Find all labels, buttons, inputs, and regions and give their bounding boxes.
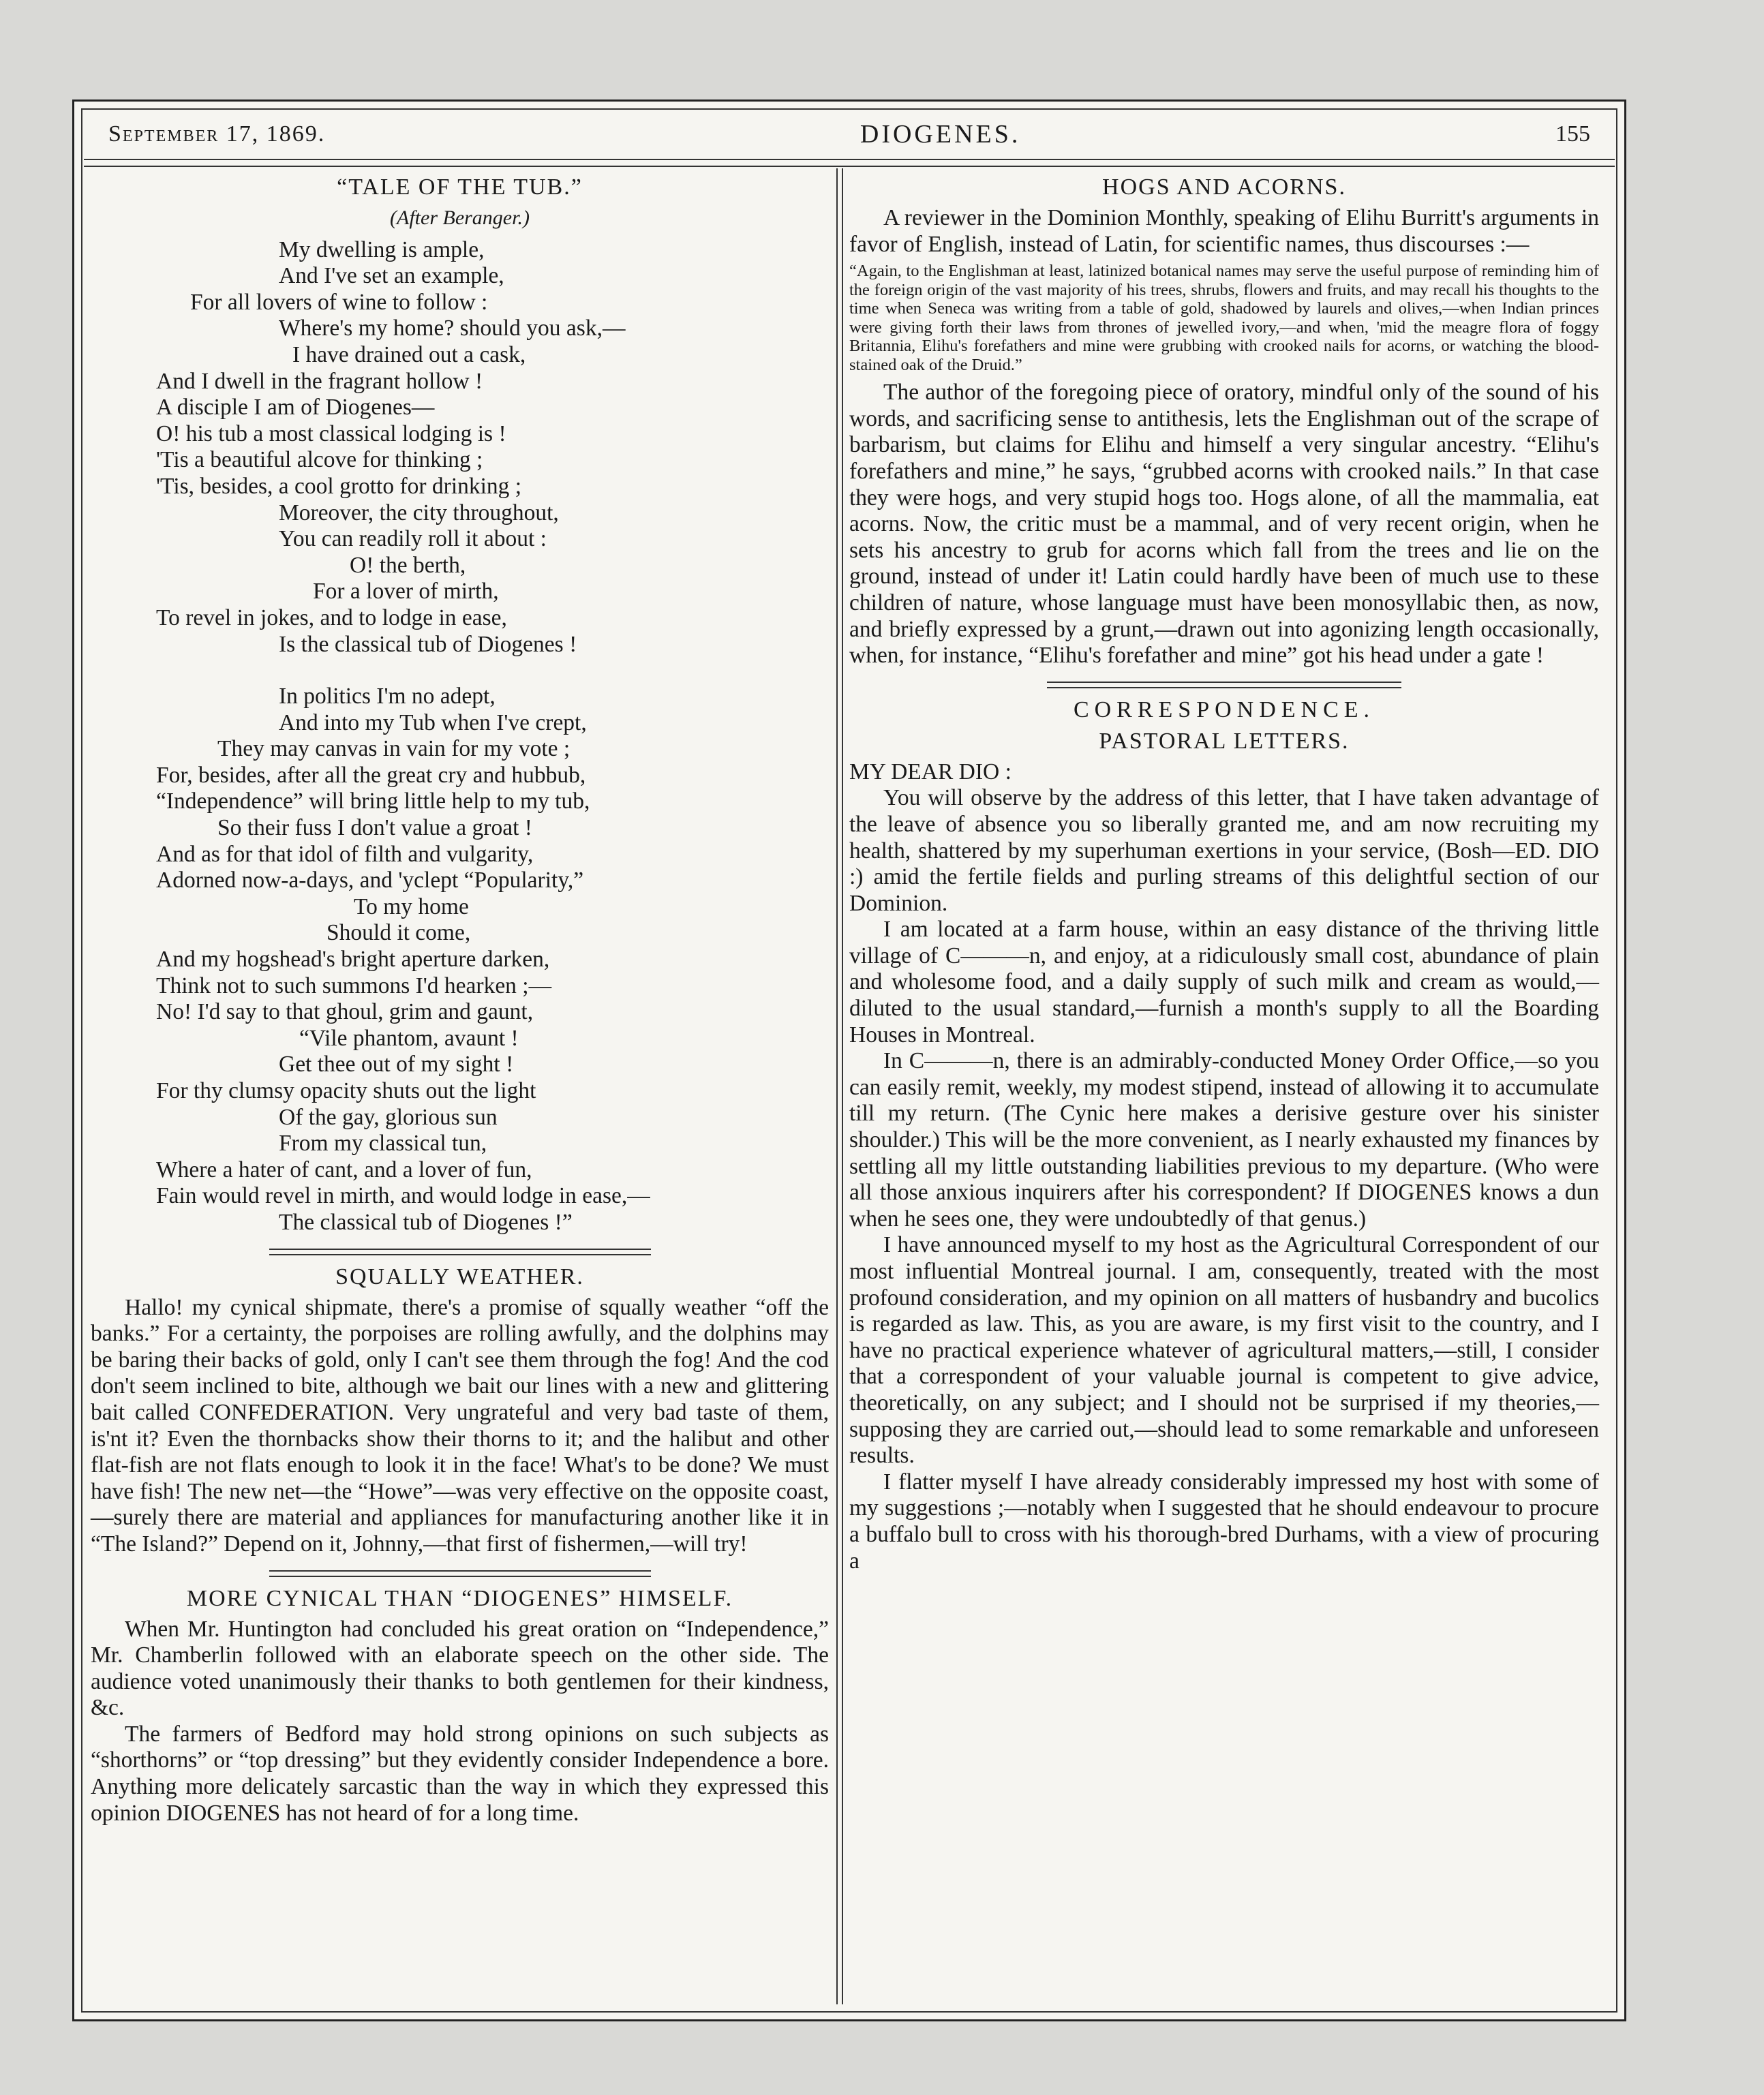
pastoral-title: PASTORAL LETTERS. (1099, 728, 1350, 754)
page-header (84, 114, 1615, 155)
poem-line: And I dwell in the fragrant hollow ! (156, 368, 483, 394)
poem-line: 'Tis, besides, a cool grotto for drinking ; (156, 473, 522, 499)
poem-line: Should it come, (326, 920, 471, 946)
poem-line: Of the gay, glorious sun (279, 1104, 498, 1130)
poem-line: And into my Tub when I've crept, (279, 709, 587, 735)
poem-line: They may canvas in vain for my vote ; (217, 736, 571, 762)
poem-line: Is the classical tub of Diogenes ! (279, 631, 577, 657)
poem-line: “Vile phantom, avaunt ! (299, 1025, 519, 1051)
letter-paragraph: I have announced myself to my host as the Agricultural Correspondent of our most influential Montreal journal. I am, consequently, treated with the most profound consideration, and my opinion on all matters of husbandry and bucolics is regarded as law. This, as you are aware, is my first visit to the country, and I have no practical experience whatever of agricultural matters,—still, I consider that a correspondent of your valuable journal is competent to give advice, theoretically, on any subject; and I should not be surprised if my theories,—supposing they are carried out,—should lead to some remarkable and unforeseen results. (849, 1232, 1599, 1469)
poem-body (91, 237, 829, 1236)
poem-line: For thy clumsy opacity shuts out the light (156, 1078, 536, 1103)
section-rule (269, 1570, 651, 1577)
poem-line: O! the berth, (350, 552, 466, 578)
poem-line: From my classical tun, (279, 1131, 487, 1157)
poem-line: And my hogshead's bright aperture darken, (156, 947, 550, 973)
hogs-quotation: “Again, to the Englishman at least, latinized botanical names may serve the useful purpose of reminding him of the foreign origin of the vast majority of his trees, shrubs, flowers and fruits, and may recall his thoughts to the time when Seneca was writing from a table of gold, shadowed by laurels and olives,—when Indian princes were giving forth their laws from thrones of jewelled ivory,—and when, 'mid the meagre flora of foggy Britannia, Elihu's forefathers and mine were grubbing with crooked nails for acorns, or watching the blood-stained oak of the Druid.” (849, 262, 1599, 374)
poem-line: Fain would revel in mirth, and would lodge in ease,— (156, 1183, 650, 1209)
poem-line: For a lover of mirth, (313, 579, 499, 605)
poem-line: Moreover, the city throughout, (279, 500, 559, 525)
poem-line: And as for that idol of filth and vulgarity, (156, 841, 534, 867)
poem-line: For, besides, after all the great cry and hubbub, (156, 762, 586, 788)
poem-line: For all lovers of wine to follow : (190, 289, 488, 315)
poem-line: Where's my home? should you ask,— (279, 316, 626, 341)
poem-line: Get thee out of my sight ! (279, 1052, 514, 1077)
newspaper-page (72, 100, 1626, 2021)
poem-line: And I've set an example, (279, 263, 504, 289)
page-number: 155 (1555, 121, 1590, 147)
header-date: September 17, 1869. (108, 121, 326, 147)
cynical-paragraph: When Mr. Huntington had concluded his great oration on “Independence,” Mr. Chamberlin followed with an elaborate speech on the other side. The audience voted unanimously their thanks to both gentlemen for their kindness, &c. (91, 1616, 829, 1721)
poem-line: To revel in jokes, and to lodge in ease, (156, 605, 507, 630)
letter-paragraph: You will observe by the address of this letter, that I have taken advantage of the leave of absence you so liberally granted me, and am now recruiting my health, shattered by my superhuman exertions in your service, (Bosh—ED. DIO :) amid the fertile fields and purling streams of this delightful section of our Dominion. (849, 785, 1599, 916)
hogs-intro: A reviewer in the Dominion Monthly, speaking of Elihu Burritt's arguments in favor of English, instead of Latin, for scientific names, thus discourses :— (849, 205, 1599, 257)
poem-line: To my home (354, 893, 469, 919)
poem-line: Think not to such summons I'd hearken ;— (156, 973, 552, 998)
poem-title: “TALE OF THE TUB.” (337, 174, 583, 200)
correspondence-heading: CORRESPONDENCE. (1073, 697, 1375, 722)
poem-line: No! I'd say to that ghoul, grim and gaunt, (156, 999, 534, 1025)
poem-line: Adorned now-a-days, and 'yclept “Popularity,” (156, 868, 584, 893)
poem-line: So their fuss I don't value a groat ! (217, 815, 532, 841)
hogs-body: The author of the foregoing piece of oratory, mindful only of the sound of his words, and sacrificing sense to antithesis, lets the Englishman out of the scrape of barbarism, but claims for Elihu and himself a very singular ancestry. “Elihu's forefathers and mine,” he says, “grubbed acorns with crooked nails.” In that case they were hogs, and very stupid hogs too. Hogs alone, of all the mammalia, eat acorns. Now, the critic must be a mammal, and of very recent origin, when he sets his ancestry to grub for acorns which fall from the trees and lie on the ground, instead of under it! Latin could hardly have been of much use to these children of nature, whose language must have been monosyllabic then, as now, and briefly expressed by a grunt,—drawn out into agonizing length occasionally, when, for instance, “Elihu's forefather and mine” got his head under a gate ! (849, 380, 1599, 669)
poem-line: I have drained out a cask, (292, 341, 526, 367)
right-column (849, 170, 1599, 1999)
poem-line: You can readily roll it about : (279, 526, 547, 552)
squally-text: Hallo! my cynical shipmate, there's a promise of squally weather “off the banks.” For a certainty, the porpoises are rolling awfully, and the dolphins may be baring their backs of gold, only I can't see them through the fog! And the cod don't seem inclined to bite, although we bait our lines with a new and glittering bait called CONFEDERATION. Very ungrateful and very bad taste of them, is'nt it? Even the thornbacks show their thorns to it; and the halibut and other flat-fish are not flats enough to look it in the face! What's to be done? We must have fish! The new net—the “Howe”—was very effective on the opposite coast,—surely there are material and appliances for manufacturing another like it in “The Island?” Depend on it, Johnny,—that first of fishermen,—will try! (91, 1294, 829, 1557)
poem-line: The classical tub of Diogenes !” (279, 1209, 573, 1235)
poem-line: A disciple I am of Diogenes— (156, 395, 435, 420)
section-rule (1047, 682, 1401, 688)
hogs-title: HOGS AND ACORNS. (1102, 174, 1346, 200)
column-divider (836, 168, 843, 2004)
stanza-gap (91, 658, 829, 684)
poem-line: 'Tis a beautiful alcove for thinking ; (156, 447, 483, 473)
cynical-paragraph: The farmers of Bedford may hold strong opinions on such subjects as “shorthorns” or “top dressing” but they evidently consider Independence a bore. Anything more delicately sarcastic than the way in which they expressed this opinion DIOGENES has not heard of for a long time. (91, 1721, 829, 1826)
letter-salutation: MY DEAR DIO : (849, 759, 1012, 784)
squally-title: SQUALLY WEATHER. (335, 1264, 584, 1289)
masthead-title: DIOGENES. (860, 120, 1021, 149)
poem-line: O! his tub a most classical lodging is ! (156, 420, 506, 446)
section-rule (269, 1249, 651, 1255)
header-double-rule (84, 159, 1615, 167)
letter-paragraph: I flatter myself I have already considerably impressed my host with some of my suggestions ;—notably when I suggested that he should endeavour to procure a buffalo bull to cross with his thorough-bred Durhams, with a view of procuring a (849, 1469, 1599, 1574)
poem-line: Where a hater of cant, and a lover of fun, (156, 1157, 532, 1182)
cynical-title: MORE CYNICAL THAN “DIOGENES” HIMSELF. (186, 1585, 733, 1611)
letter-paragraph: I am located at a farm house, within an easy distance of the thriving little village of C———n, and enjoy, at a ridiculously small cost, abundance of plain and wholesome food, and a daily supply of such milk and cream as would,—diluted to the usual standard,—furnish a month's supply to all the Boarding Houses in Montreal. (849, 917, 1599, 1048)
poem-line: My dwelling is ample, (279, 236, 485, 262)
poem-subtitle: (After Beranger.) (390, 207, 530, 229)
letter-paragraph: In C———n, there is an admirably-conducted Money Order Office,—so you can easily remit, weekly, my modest stipend, instead of allowing it to accumulate till my return. (The Cynic here makes a derisive gesture over his sinister shoulder.) This will be the more convenient, as I nearly exhausted my finances by settling all my little outstanding liabilities previous to my departure. (Who were all those anxious inquirers after his correspondent? If DIOGENES knows a dun when he sees one, they were undoubtedly of that genus.) (849, 1048, 1599, 1232)
poem-line: In politics I'm no adept, (279, 684, 496, 709)
left-column (91, 170, 829, 1999)
poem-line: “Independence” will bring little help to my tub, (156, 789, 590, 814)
